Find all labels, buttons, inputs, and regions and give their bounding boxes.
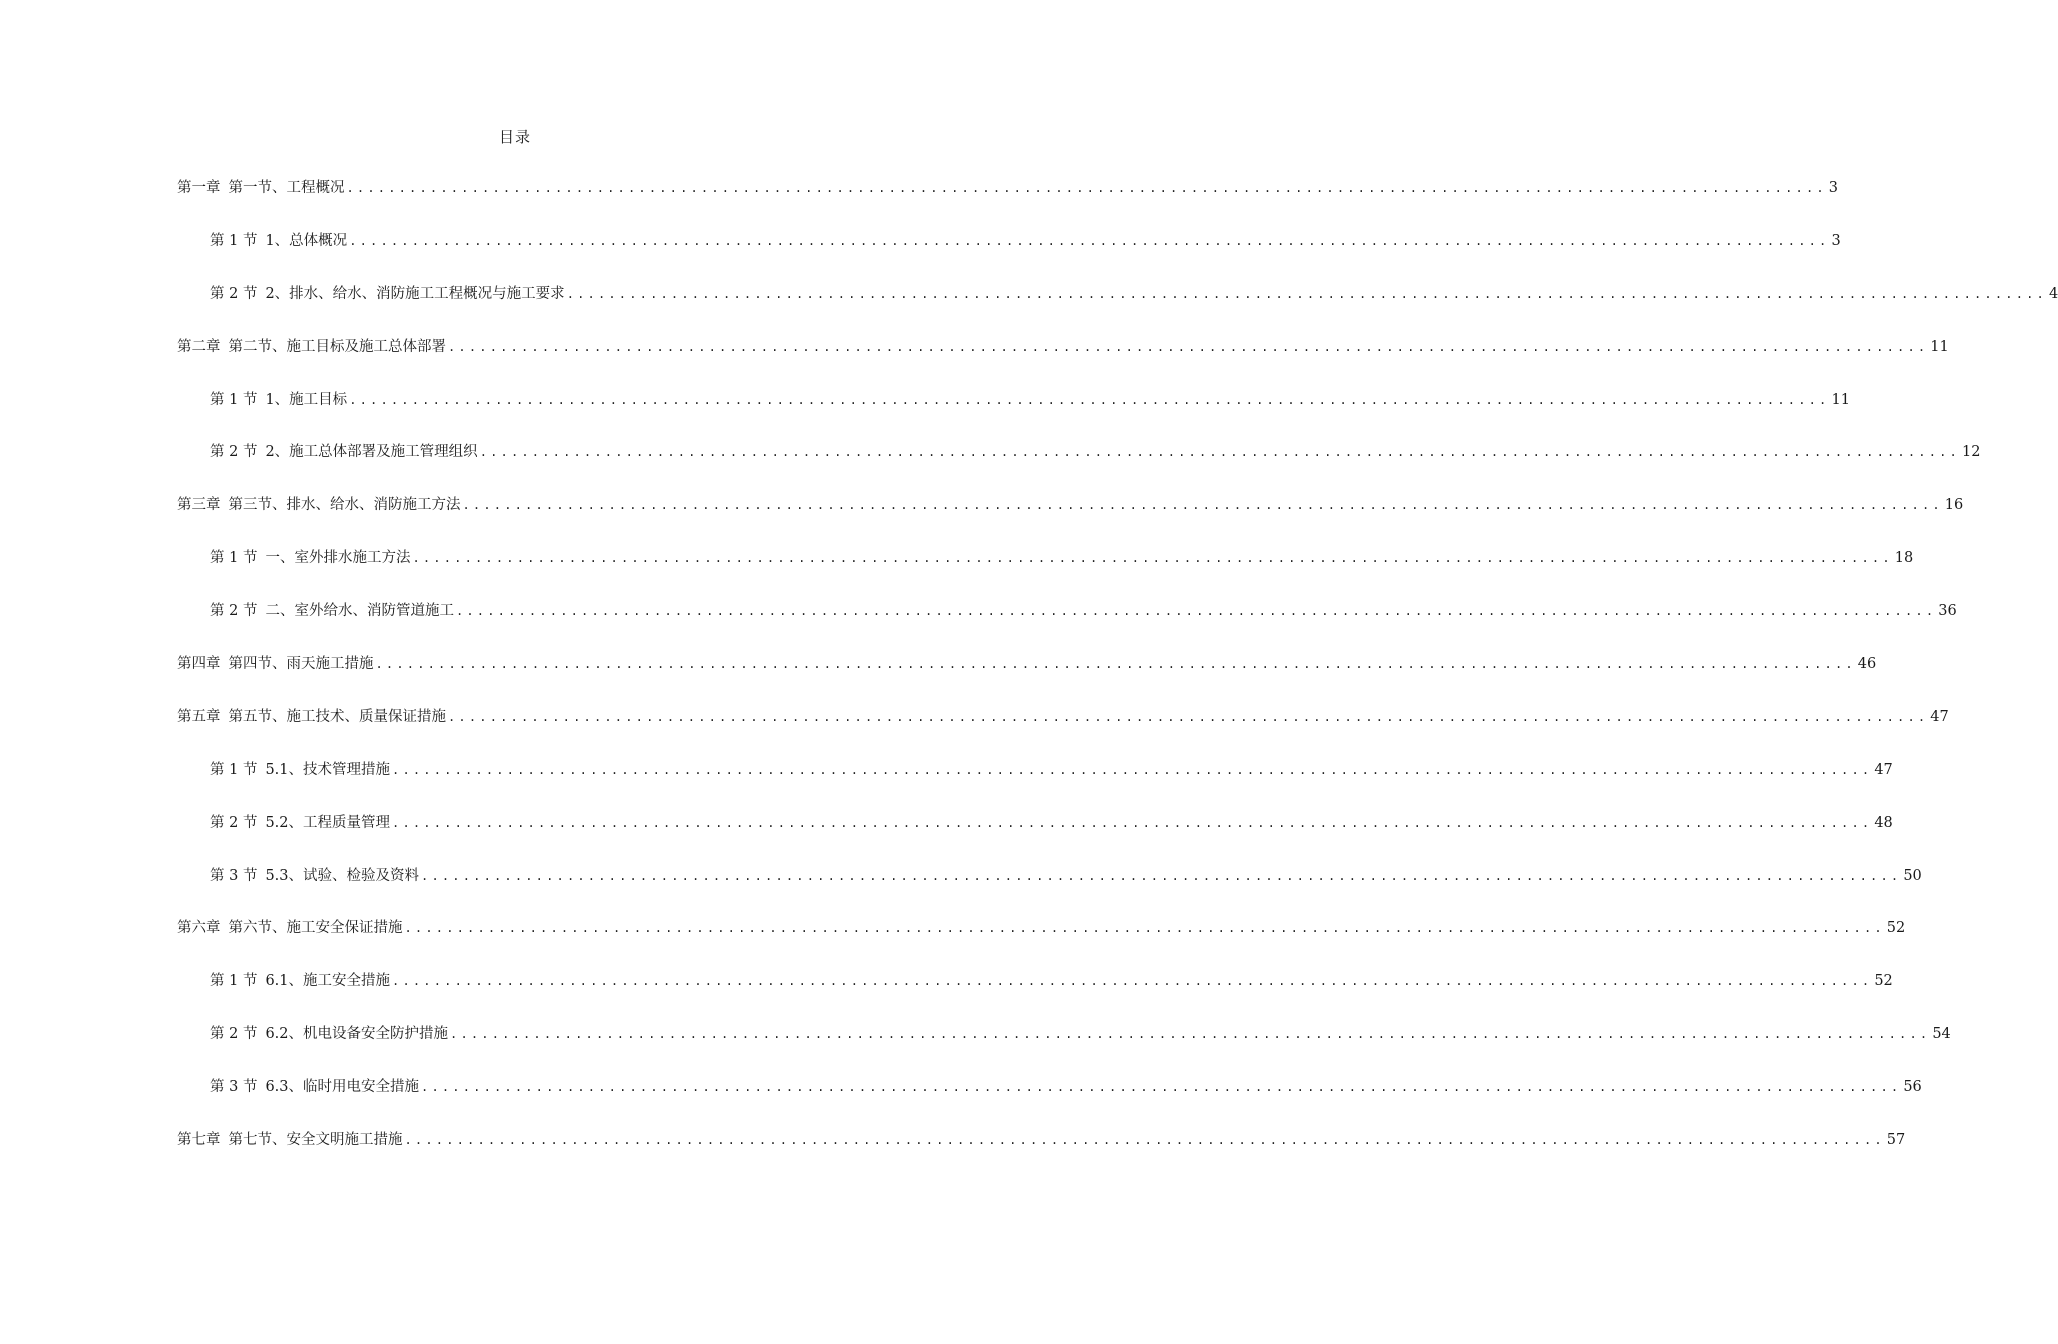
toc-entry-label <box>177 176 345 197</box>
toc-entry-leader-dots: .............................................................................................................................................. <box>566 286 2047 301</box>
toc-entry[interactable] <box>177 440 1981 493</box>
toc-entry[interactable] <box>177 599 1957 652</box>
toc-entry-text: 第一节、工程概况 <box>228 180 345 196</box>
toc-entry[interactable] <box>177 493 1964 546</box>
toc-entry[interactable] <box>177 1022 1951 1075</box>
toc-entry-number: 第七章 <box>177 1132 221 1149</box>
toc-entry-label <box>210 864 419 885</box>
toc-entry-label <box>210 1075 419 1096</box>
toc-entry-page-number: 50 <box>1903 867 1922 884</box>
toc-entry-number: 第 1 节 <box>210 232 258 249</box>
toc-entry-page-number: 47 <box>1930 708 1949 725</box>
toc-entry-label <box>210 599 454 620</box>
toc-entry-text: 5.1、技术管理措施 <box>265 761 391 778</box>
toc-entry-page-number: 3 <box>1828 180 1839 196</box>
toc-entry[interactable] <box>177 705 1949 758</box>
toc-entry-page-number: 56 <box>1903 1079 1922 1096</box>
toc-entry-page-number: 36 <box>1938 603 1957 620</box>
toc-entry-leader-dots: .............................................................................................................................................. <box>346 181 1827 195</box>
toc-entry-number: 第五章 <box>177 708 221 725</box>
toc-entry-text: 2、施工总体部署及施工管理组织 <box>265 444 478 461</box>
toc-entry-label <box>177 652 374 673</box>
toc-entry-text: 第二节、施工目标及施工总体部署 <box>228 338 446 355</box>
toc-entry-label <box>210 758 390 779</box>
toc-entry-leader-dots: .............................................................................................................................................. <box>421 1080 1902 1095</box>
toc-entry-leader-dots: .............................................................................................................................................. <box>450 1027 1931 1042</box>
toc-entry-page-number: 12 <box>1961 444 1981 461</box>
toc-entry-label <box>210 811 390 832</box>
toc-entry-leader-dots: .............................................................................................................................................. <box>392 974 1873 989</box>
toc-entry-page-number: 47 <box>1874 761 1893 778</box>
toc-entry-page-number: 4 <box>2048 285 2058 302</box>
toc-entry[interactable] <box>177 229 1841 282</box>
toc-entry[interactable] <box>177 388 1850 441</box>
toc-entry-leader-dots: .............................................................................................................................................. <box>404 921 1885 936</box>
toc-entry[interactable] <box>177 282 2058 335</box>
toc-entry-page-number: 3 <box>1831 232 1841 249</box>
toc-entry-text: 第六节、施工安全保证措施 <box>228 920 403 937</box>
toc-entry[interactable] <box>177 1128 1906 1181</box>
toc-entry-number: 第三章 <box>177 497 221 514</box>
toc-entry-number: 第 2 节 <box>210 444 258 461</box>
toc-entry-number: 第 1 节 <box>210 973 258 990</box>
toc-entry-page-number: 52 <box>1886 920 1906 937</box>
toc-entry-leader-dots: .............................................................................................................................................. <box>375 657 1856 672</box>
toc-entry-page-number: 54 <box>1932 1026 1951 1043</box>
toc-entry-leader-dots: .............................................................................................................................................. <box>404 1133 1885 1148</box>
toc-entry[interactable] <box>177 176 1839 229</box>
toc-entry-leader-dots: .............................................................................................................................................. <box>455 604 1937 619</box>
toc-entry-label <box>210 546 410 567</box>
toc-entry-page-number: 52 <box>1874 973 1893 990</box>
toc-entry-label <box>177 916 403 937</box>
toc-entry-text: 二、室外给水、消防管道施工 <box>265 603 454 620</box>
toc-title: 目录 <box>498 128 531 146</box>
toc-entry-number: 第 2 节 <box>210 814 258 831</box>
toc-entry-label <box>177 493 461 514</box>
toc-entry-page-number: 46 <box>1857 656 1877 673</box>
toc-entry-label <box>177 335 446 356</box>
toc-entry-text: 第四节、雨天施工措施 <box>228 656 374 673</box>
toc-entry-leader-dots: .............................................................................................................................................. <box>479 445 1960 460</box>
toc-entry-text: 5.3、试验、检验及资料 <box>265 867 420 884</box>
toc-entry-leader-dots: .............................................................................................................................................. <box>448 339 1929 354</box>
toc-entry-label <box>210 969 390 990</box>
toc-entry-label <box>210 388 347 409</box>
toc-entry-text: 5.2、工程质量管理 <box>265 814 391 831</box>
toc-entry-page-number: 11 <box>1831 391 1850 408</box>
toc-entry-leader-dots: .............................................................................................................................................. <box>448 709 1929 724</box>
toc-entry[interactable] <box>177 652 1877 705</box>
toc-entry-page-number: 57 <box>1886 1132 1906 1149</box>
toc-entry-leader-dots: .............................................................................................................................................. <box>421 868 1902 883</box>
toc-entry-text: 第三节、排水、给水、消防施工方法 <box>228 497 461 514</box>
toc-entry-number: 第 1 节 <box>210 550 258 567</box>
toc-entry-number: 第 2 节 <box>210 603 258 620</box>
toc-entry-page-number: 18 <box>1894 550 1914 567</box>
toc-entry-text: 6.3、临时用电安全措施 <box>265 1079 420 1096</box>
toc-entry-text: 2、排水、给水、消防施工工程概况与施工要求 <box>265 285 565 302</box>
toc-list <box>177 176 2058 1181</box>
toc-entry-text: 第五节、施工技术、质量保证措施 <box>228 708 446 725</box>
toc-entry-number: 第一章 <box>177 180 221 196</box>
toc-entry-page-number: 11 <box>1930 338 1949 355</box>
toc-entry-label <box>210 282 565 303</box>
toc-entry-leader-dots: .............................................................................................................................................. <box>349 233 1830 248</box>
toc-entry-text: 6.2、机电设备安全防护措施 <box>265 1026 449 1043</box>
toc-entry[interactable] <box>177 811 1893 864</box>
toc-entry-label <box>210 229 347 250</box>
toc-entry[interactable] <box>177 864 1922 917</box>
toc-entry[interactable] <box>177 916 1906 969</box>
toc-entry-number: 第 1 节 <box>210 391 258 408</box>
toc-entry-label <box>210 440 478 461</box>
toc-entry-label <box>177 1128 403 1149</box>
toc-entry-number: 第 3 节 <box>210 1079 258 1096</box>
toc-entry-page-number: 48 <box>1874 814 1893 831</box>
toc-entry-number: 第二章 <box>177 338 221 355</box>
toc-entry-text: 第七节、安全文明施工措施 <box>228 1132 403 1149</box>
toc-entry-number: 第 2 节 <box>210 1026 258 1043</box>
toc-entry-leader-dots: .............................................................................................................................................. <box>349 392 1830 407</box>
toc-entry[interactable] <box>177 969 1893 1022</box>
toc-entry-number: 第 2 节 <box>210 285 258 302</box>
toc-entry-leader-dots: .............................................................................................................................................. <box>392 815 1873 830</box>
toc-entry-number: 第四章 <box>177 656 221 673</box>
toc-entry[interactable] <box>177 758 1893 811</box>
toc-entry-label <box>177 705 446 726</box>
toc-entry[interactable] <box>177 546 1914 599</box>
toc-entry-text: 1、施工目标 <box>265 391 348 408</box>
toc-entry[interactable] <box>177 335 1949 388</box>
toc-entry-leader-dots: .............................................................................................................................................. <box>462 498 1943 513</box>
toc-entry-page-number: 16 <box>1944 497 1964 514</box>
toc-entry-number: 第 1 节 <box>210 761 258 778</box>
toc-entry-leader-dots: .............................................................................................................................................. <box>412 551 1893 566</box>
toc-entry-number: 第 3 节 <box>210 867 258 884</box>
toc-entry-text: 6.1、施工安全措施 <box>265 973 391 990</box>
toc-entry-leader-dots: .............................................................................................................................................. <box>392 762 1873 777</box>
toc-entry[interactable] <box>177 1075 1922 1128</box>
toc-entry-text: 一、室外排水施工方法 <box>265 550 411 567</box>
toc-entry-text: 1、总体概况 <box>265 232 348 249</box>
toc-entry-label <box>210 1022 448 1043</box>
toc-entry-number: 第六章 <box>177 920 221 937</box>
